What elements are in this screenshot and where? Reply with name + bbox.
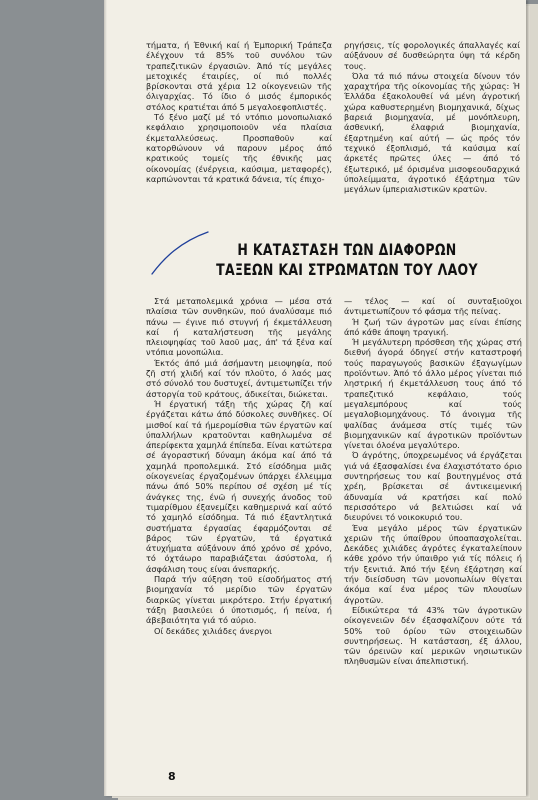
paragraph: — τέλος — καί οί συνταξιοῦχοι άντιμετωπίζουν τό φάσμα τῆς πείνας. [344,296,522,317]
paragraph: Όλα τά πιό πάνω στοιχεία δίνουν τόν χαραχτήρα τῆς οίκονομίας τῆς χώρας: Ή Έλλάδα έξακολουθεί νά μένη άγροτική χώρα καθυστερημένη βιομηχανικά, δίχως βαρειά βιομηχανία, μέ μονόπλευρη, άσθενική, έλαφριά βιομηχανία, έξαρτημένη καί αύτή — ώς πρός τόν τεχνικό έξοπλισμό, τά καύσιμα καί άρκετές πρῶτες ύλες — άπό τό έξωτερικό, μέ όρισμένα μισοφεουδαρχικά ύπολείμματα, άγροτικό έξάρτημα τῶν μεγάλων ίμπεριαλιστικῶν κρατῶν. [344,70,520,195]
pen-mark-icon [150,228,210,278]
headline-line-2: ΤΑΞΕΩΝ ΚΑΙ ΣΤΡΩΜΑΤΩΝ ΤΟΥ ΛΑΟΥ [216,260,478,279]
paragraph: Ό άγρότης, ύποχρεωμένος νά έργάζεται γιά νά έξασφαλίσει ένα έλαχιστότατο όριο συντηρήσεως του καί βουτηγμένος στά χρέη, βρίσκεται σέ άντικειμενική άδυναμία νά κρατήσει καί πολύ περισσότερο νά βελτιώσει καί νά διευρύνει τό νοικοκυριό του. [344,450,522,523]
paragraph: ρηγήσεις, τίς φορολογικές άπαλλαγές καί αύξάνουν σέ δυσθεώρητα ύψη τά κέρδη τους. [344,40,520,71]
paragraph: Έκτός άπό μιά άσήμαντη μειοψηφία, πού ζῆ στή χλιδή καί τόν πλοῦτο, ό λαός μας στό σύνολό του δυστυχεί, άντιμετωπίζει τήν άστοργία τοῦ κράτους, άδικείται, διώκεται. [146,357,332,399]
page-edge-shadow [104,0,107,796]
paragraph: Τό ξένο μαζί μέ τό ντόπιο μονοπωλιακό κεφάλαιο χρησιμοποιοῦν νέα πλαίσια έκμεταλλεύσεως. Προσπαθοῦν καί κατορθώνουν νά παρουν μέρος άπό κρατικούς τομείς τῆς έθνικῆς μας οίκονομίας (ένέργεια, καύσιμα, μεταφορές), καρπώνονται τά κρατικά δάνεια, τίς έπιχο- [146,112,332,184]
paragraph: Ένα μεγάλο μέρος τῶν έργατικῶν χεριῶν τῆς ύπαίθρου ύποαπασχολείται. Δεκάδες χιλιάδες άγρότες έγκαταλείπουν κάθε χρόνο τήν ύπαιθρο γιά τίς πόλεις ή τήν ξενιτιά. Άπό τήν ξένη έξάρτηση καί τήν διείσδυση τῶν μονοπωλίων θίγεται άκόμα καί ένα μέρος τῶν πλουσίων άγροτῶν. [344,522,522,605]
article-column-top-right [344,40,520,194]
paragraph: Παρά τήν αύξηση τοῦ είσοδήματος στή βιομηχανία τό μερίδιο τῶν έργατῶν διαρκῶς γίνεται μικρότερο. Στήν έργατική τάξη βασιλεύει ό ύποτισμός, ή πείνα, ή άβεβαιότητα γιά τό αύριο. [146,574,332,626]
paragraph: Οί δεκάδες χιλιάδες άνεργοι [154,625,272,636]
page-number: 8 [168,770,176,783]
paragraph: Είδικώτερα τά 43% τῶν άγροτικῶν οίκογενειῶν δέν έξασφαλίζουν ούτε τά 50% τοῦ όρίου τῶν στοιχειωδῶν συντηρήσεως. Ή κατάσταση, έξ άλλου, τῶν όρεινῶν καί μερικῶν νησιωτικῶν πληθυσμῶν είναι άπελπιστική. [344,604,522,667]
paragraph: Στά μεταπολεμικά χρόνια — μέσα στά πλαίσια τῶν συνθηκῶν, πού άναλύσαμε πιό πάνω — έγινε πιό στυγνή ή έκμετάλλευση καί ή καταλήστευση τῆς μεγάλης πλειοψηφίας τοῦ λαοῦ μας, άπ' τά ξένα καί ντόπια μονοπώλια. [146,296,332,358]
article-column-top-left [146,40,332,184]
article-column-bottom-right [344,296,522,667]
paragraph: Ή ζωή τῶν άγροτῶν μας είναι έπίσης άπό κάθε άποψη τραγική. [344,316,522,337]
paragraph: Ή μεγάλυτερη πρόσθεση τῆς χώρας στή διεθνή άγορά όδηγεί στήν καταστροφή τούς παραγωγούς βασικῶν έξαγωγίμων προϊόντων. Άπό τό άλλο μέρος γίνεται πιό ληστρική ή έκμετάλλευση τους άπό τό τραπεζιτικό κεφάλαιο, τούς μεγαλεμπόρους καί τούς μεγαλοβιομηχάνους. Τό άνοιγμα τῆς ψαλίδας άνάμεσα στίς τιμές τῶν βιομηχανικῶν καί άγροτικῶν προϊόντων γίνεται όλοένα μεγαλύτερο. [344,337,522,451]
headline-line-1: Η ΚΑΤΑΣΤΑΣΗ ΤΩΝ ΔΙΑΦΟΡΩΝ [237,240,457,259]
paragraph: Ή έργατική τάξη τῆς χώρας ζῆ καί έργάζεται κάτω άπό δύσκολες συνθῆκες. Οί μισθοί καί τά ήμερομίσθια τῶν έργατῶν καί ύπαλλήλων κρατοῦνται καθηλωμένα σέ άπερίφεκτα χαμηλά έπίπεδα. Είναι κατώτερα σέ άγοραστική δύναμη άκόμα καί άπό τά χαμηλά προπολεμικά. Στό είσόδημα μιᾶς οίκογενείας έργαζομένων ύπάρχει έλλειμμα πάνω άπό 50% περίπου σέ σχέση μέ τίς άνάγκες της, ένῶ ή συνεχής άνοδος τοῦ τιμαρίθμου έξανεμίζει καθημερινά καί αύτό τό χαμηλό είσόδημα. Τά πιό έξαντλητικά συστήματα έργασίας έφαρμόζονται σέ βάρος τῶν έργατῶν, τά έργατικά άτυχήματα αύξάνουν άπό χρόνο σέ χρόνο, τό όχτάωρο παραβιάζεται άσύστολα, ή άσφάλιση τους είναι άνεπαρκής. [146,398,333,574]
paragraph: τήματα, ή Έθνική καί ή Έμπορική Τράπεζα έλέγχουν τά 85% τοῦ συνόλου τῶν τραπεζιτικῶν έργασιῶν. Άπό τίς μεγάλες μετοχικές έταιρίες, οί πιό πολλές βρίσκονται στά χέρια 12 οίκογενειῶν τῆς όλιγαρχίας. Τό ίδιο ό μισός έμπορικός στόλος κρατιέται άπό 5 μεγαλοεφοπλιστές. [146,40,332,112]
section-headline [212,240,482,280]
article-column-bottom-left [146,296,332,636]
